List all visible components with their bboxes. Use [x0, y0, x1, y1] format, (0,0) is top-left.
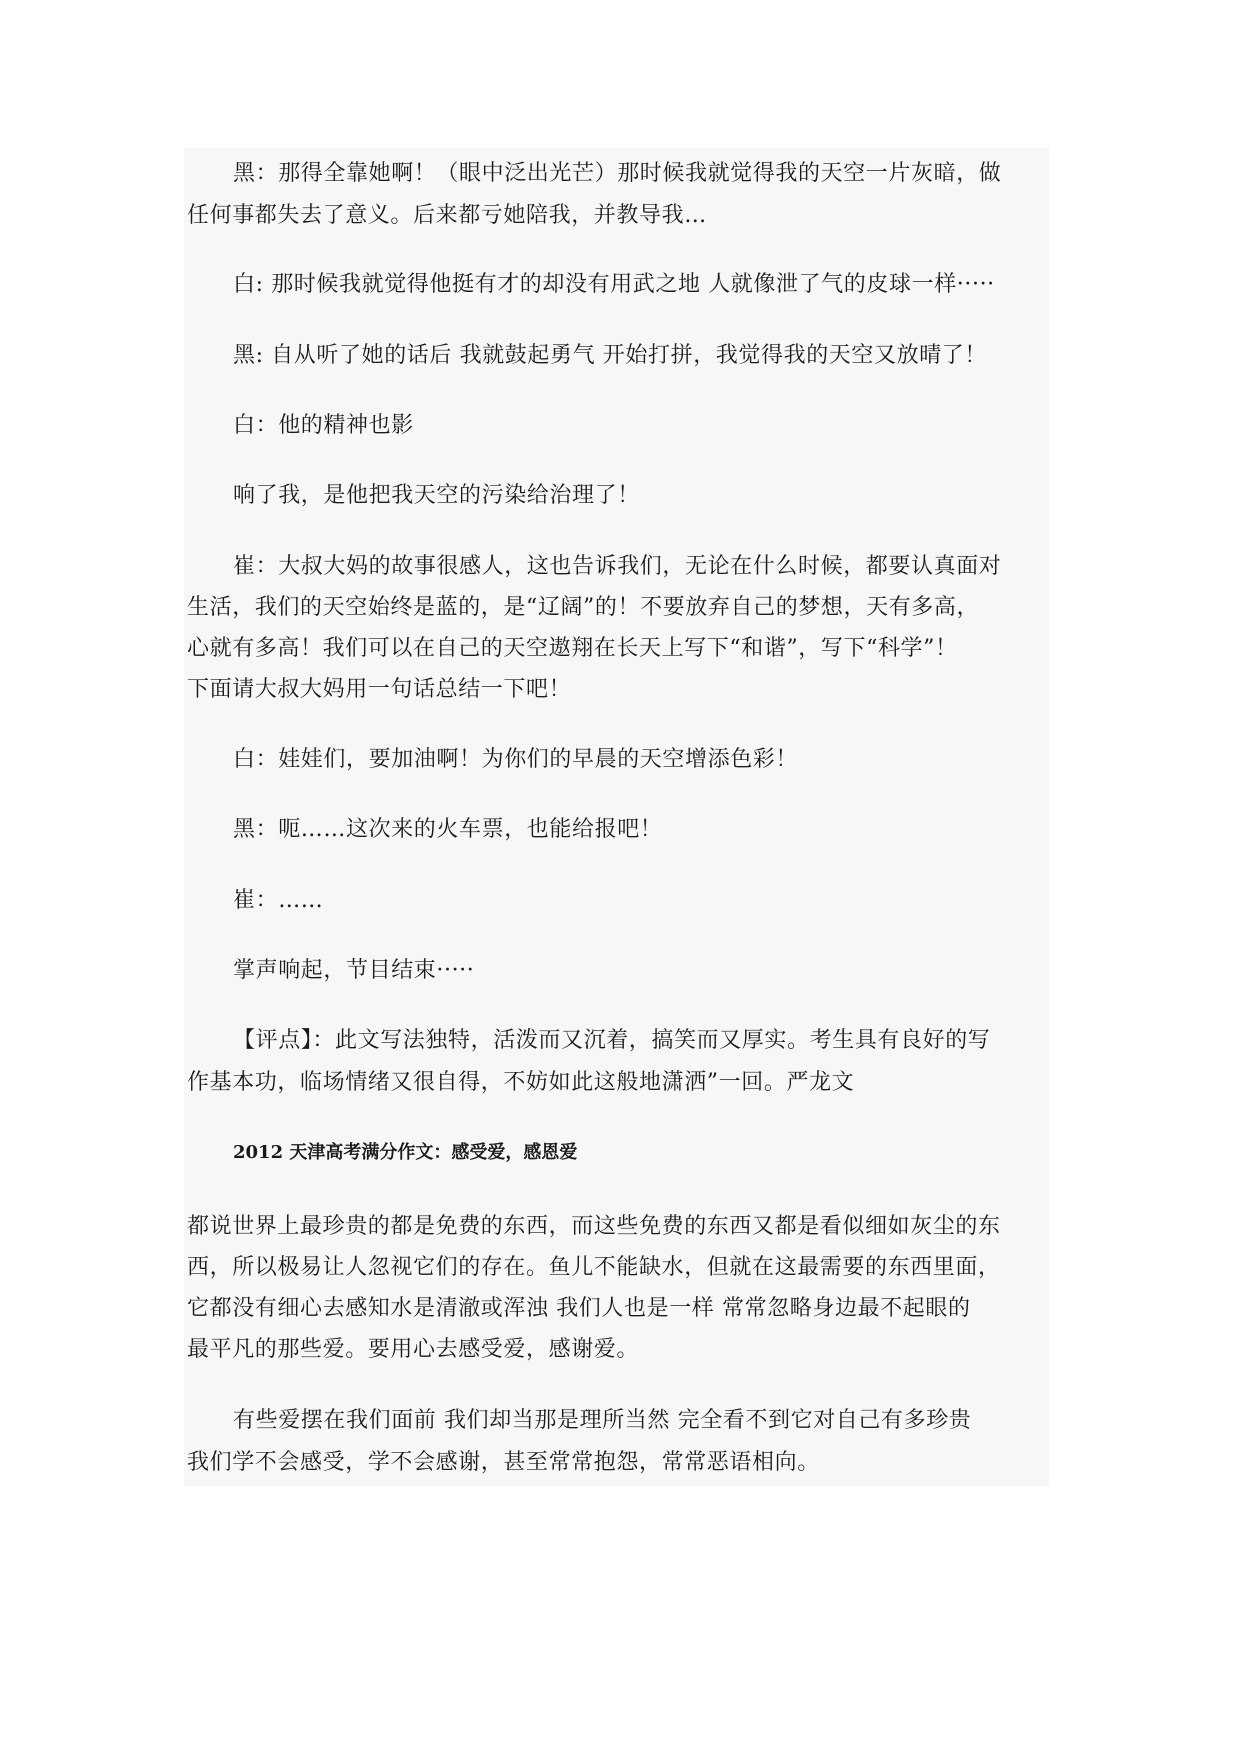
narration-line: 掌声响起，节目结束·····	[233, 958, 475, 983]
commentary-line: 【评点】：此文写法独特，活泼而又沉着，搞笑而又厚实。考生具有良好的写	[233, 1028, 991, 1053]
essay-heading: 2012 天津高考满分作文：感受爱，感恩爱	[233, 1142, 578, 1163]
essay-line: 有些爱摆在我们面前 我们却当那是理所当然 完全看不到它对自己有多珍贵	[233, 1408, 972, 1433]
dialogue-line: 心就有多高！我们可以在自己的天空遨翔在长天上写下“和谐”，写下“科学”！	[187, 636, 958, 661]
dialogue-line: 白: 那时候我就觉得他挺有才的却没有用武之地 人就像泄了气的皮球一样·····	[233, 272, 995, 297]
dialogue-line: 黑：那得全靠她啊！（眼中泛出光芒）那时候我就觉得我的天空一片灰暗，做	[233, 161, 1002, 186]
dialogue-line: 崔：大叔大妈的故事很感人，这也告诉我们，无论在什么时候，都要认真面对	[233, 554, 1002, 579]
dialogue-line: 响了我，是他把我天空的污染给治理了！	[233, 483, 640, 508]
dialogue-line: 下面请大叔大妈用一句话总结一下吧！	[187, 677, 572, 702]
dialogue-line: 白：他的精神也影	[233, 413, 414, 438]
dialogue-line: 白：娃娃们，要加油啊！为你们的早晨的天空增添色彩！	[233, 747, 799, 772]
essay-line: 都说世界上最珍贵的都是免费的东西，而这些免费的东西又都是看似细如灰尘的东	[187, 1214, 1001, 1239]
dialogue-line: 黑: 自从听了她的话后 我就鼓起勇气 开始打拼，我觉得我的天空又放晴了！	[233, 343, 987, 368]
essay-line: 它都没有细心去感知水是清澈或浑浊 我们人也是一样 常常忽略身边最不起眼的	[187, 1296, 971, 1321]
essay-line: 我们学不会感受，学不会感谢，甚至常常抱怨，常常恶语相向。	[187, 1450, 820, 1475]
dialogue-line: 生活，我们的天空始终是蓝的，是“辽阔”的！不要放弃自己的梦想，天有多高，	[187, 595, 980, 620]
commentary-line: 作基本功，临场情绪又很自得，不妨如此这般地潇洒”一回。严龙文	[187, 1070, 855, 1095]
essay-line: 最平凡的那些爱。要用心去感受爱，感谢爱。	[187, 1337, 640, 1362]
essay-line: 西，所以极易让人忽视它们的存在。鱼儿不能缺水，但就在这最需要的东西里面，	[187, 1255, 1001, 1280]
dialogue-line: 任何事都失去了意义。后来都亏她陪我，并教导我…	[187, 203, 707, 228]
dialogue-line: 崔：……	[233, 888, 324, 913]
dialogue-line: 黑：呃……这次来的火车票，也能给报吧！	[233, 817, 663, 842]
